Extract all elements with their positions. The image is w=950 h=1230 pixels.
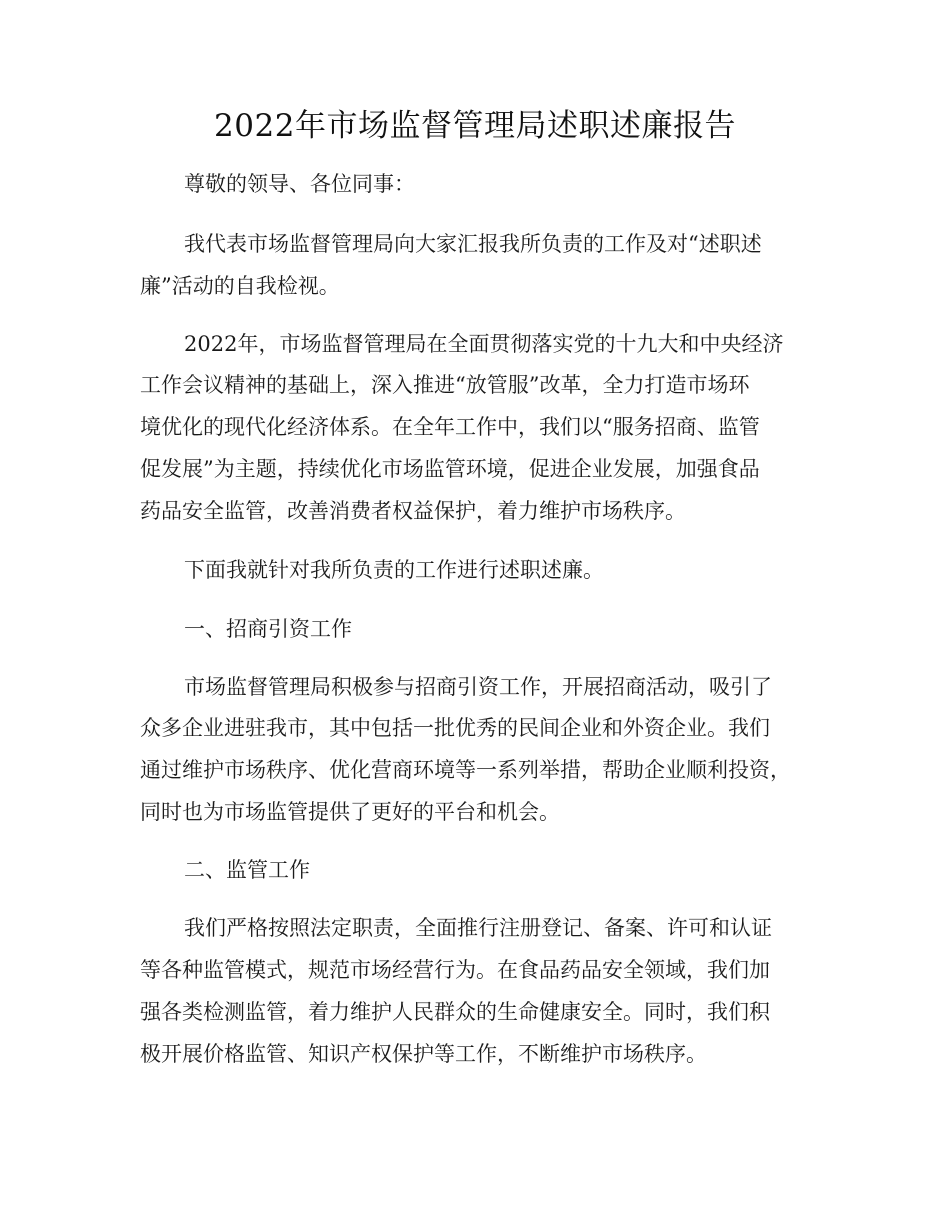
paragraph-line: 市场监督管理局积极参与招商引资工作，开展招商活动，吸引了 (184, 675, 772, 699)
document-title: 2022年市场监督管理局述职述廉报告 (214, 108, 736, 144)
paragraph-line: 我代表市场监督管理局向大家汇报我所负责的工作及对“述职述 (184, 232, 762, 256)
paragraph-line: 廉”活动的自我检视。 (140, 274, 340, 298)
paragraph-line: 我们严格按照法定职责，全面推行注册登记、备案、许可和认证 (184, 916, 772, 940)
paragraph-line: 工作会议精神的基础上，深入推进“放管服”改革，全力打造市场环 (140, 373, 750, 397)
section-heading: 一、招商引资工作 (184, 617, 352, 641)
paragraph-line: 2022年，市场监督管理局在全面贯彻落实党的十九大和中央经济 (184, 332, 784, 356)
paragraph-line: 众多企业进驻我市，其中包括一批优秀的民间企业和外资企业。我们 (140, 716, 770, 740)
paragraph-line: 促发展”为主题，持续优化市场监管环境，促进企业发展，加强食品 (140, 457, 760, 481)
paragraph-line: 境优化的现代化经济体系。在全年工作中，我们以“服务招商、监管 (140, 415, 760, 439)
section-heading: 二、监管工作 (184, 858, 310, 882)
greeting-line: 尊敬的领导、各位同事： (184, 172, 415, 196)
paragraph-line: 药品安全监管，改善消费者权益保护，着力维护市场秩序。 (140, 499, 686, 523)
paragraph-line: 同时也为市场监管提供了更好的平台和机会。 (140, 800, 560, 824)
paragraph-line: 强各类检测监管，着力维护人民群众的生命健康安全。同时，我们积 (140, 1000, 770, 1024)
paragraph-line: 通过维护市场秩序、优化营商环境等一系列举措，帮助企业顺利投资， (140, 758, 791, 782)
paragraph-line: 极开展价格监管、知识产权保护等工作，不断维护市场秩序。 (140, 1042, 707, 1066)
paragraph-line: 等各种监管模式，规范市场经营行为。在食品药品安全领域，我们加 (140, 958, 770, 982)
paragraph-line: 下面我就针对我所负责的工作进行述职述廉。 (184, 558, 604, 582)
